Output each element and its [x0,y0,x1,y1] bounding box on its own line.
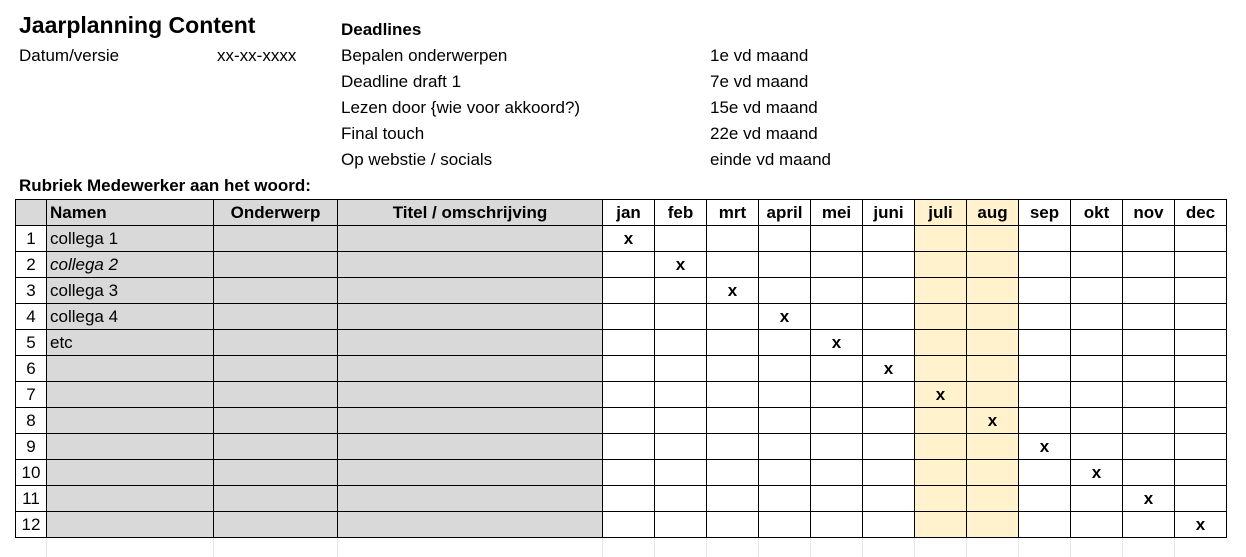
month-cell-feb[interactable] [655,304,707,330]
row-number[interactable]: 9 [16,434,47,460]
month-cell-april[interactable] [759,460,811,486]
row-number[interactable]: 6 [16,356,47,382]
deadline-date: 22e vd maand [710,124,818,143]
month-cell-april[interactable] [759,278,811,304]
month-cell-aug[interactable] [967,278,1019,304]
month-cell-okt[interactable]: x [1071,460,1123,486]
table-row [16,512,1227,538]
month-cell-mrt[interactable] [707,252,759,278]
name-cell[interactable]: collega 2 [47,252,214,278]
date-version-value[interactable]: xx-xx-xxxx [217,46,297,65]
month-cell-aug[interactable] [967,226,1019,252]
month-cell-nov[interactable] [1123,278,1175,304]
month-cell-juli[interactable] [915,330,967,356]
month-cell-mrt[interactable]: x [707,278,759,304]
month-cell-juni[interactable] [863,278,915,304]
month-cell-juli[interactable] [915,226,967,252]
name-cell[interactable] [47,512,214,538]
month-cell-dec[interactable] [1175,356,1227,382]
deadline-task: Bepalen onderwerpen [341,46,508,65]
month-cell-dec[interactable] [1175,330,1227,356]
titel-cell[interactable] [338,408,603,434]
month-cell-april[interactable] [759,356,811,382]
month-cell-jan[interactable] [603,408,655,434]
name-cell[interactable] [47,434,214,460]
table-row [16,486,1227,512]
month-cell-feb[interactable]: x [655,252,707,278]
month-cell-sep[interactable] [1019,512,1071,538]
month-cell-aug[interactable] [967,304,1019,330]
month-cell-juli[interactable] [915,252,967,278]
month-cell-mei[interactable] [811,382,863,408]
month-cell-dec[interactable] [1175,486,1227,512]
month-cell-jan[interactable] [603,252,655,278]
row-number[interactable]: 4 [16,304,47,330]
month-cell-nov[interactable] [1123,434,1175,460]
header-month-feb[interactable]: feb [655,200,707,226]
month-cell-jan[interactable] [603,434,655,460]
row-number[interactable]: 1 [16,226,47,252]
titel-cell[interactable] [338,356,603,382]
gridline [213,538,214,557]
titel-cell[interactable] [338,460,603,486]
month-cell-juli[interactable] [915,304,967,330]
gridline [966,538,967,557]
month-cell-sep[interactable] [1019,356,1071,382]
month-cell-juli[interactable] [915,460,967,486]
row-number[interactable]: 11 [16,486,47,512]
month-cell-juni[interactable] [863,460,915,486]
month-cell-aug[interactable] [967,330,1019,356]
deadline-task: Op webstie / socials [341,150,493,169]
month-cell-nov[interactable] [1123,460,1175,486]
header-month-mei[interactable]: mei [811,200,863,226]
month-cell-dec[interactable] [1175,382,1227,408]
header-titel[interactable]: Titel / omschrijving [338,200,603,226]
month-cell-juni[interactable] [863,330,915,356]
month-cell-sep[interactable]: x [1019,434,1071,460]
month-cell-april[interactable] [759,512,811,538]
titel-cell[interactable] [338,304,603,330]
row-number[interactable]: 8 [16,408,47,434]
month-cell-mrt[interactable] [707,356,759,382]
month-cell-juli[interactable] [915,512,967,538]
name-cell[interactable]: collega 4 [47,304,214,330]
onderwerp-cell[interactable] [214,434,338,460]
deadline-task: Lezen door {wie voor akkoord?) [341,98,581,117]
month-cell-sep[interactable] [1019,408,1071,434]
header-namen[interactable]: Namen [47,200,214,226]
month-cell-jan[interactable] [603,512,655,538]
name-cell[interactable] [47,460,214,486]
gridline [337,538,338,557]
month-cell-dec[interactable] [1175,252,1227,278]
month-cell-juli[interactable]: x [915,382,967,408]
month-cell-sep[interactable] [1019,460,1071,486]
month-cell-april[interactable]: x [759,304,811,330]
month-cell-mrt[interactable] [707,330,759,356]
header-month-juli[interactable]: juli [915,200,967,226]
month-cell-nov[interactable] [1123,304,1175,330]
name-cell[interactable] [47,356,214,382]
gridline [1070,538,1071,557]
header-month-aug[interactable]: aug [967,200,1019,226]
onderwerp-cell[interactable] [214,382,338,408]
month-cell-nov[interactable] [1123,330,1175,356]
month-cell-april[interactable] [759,486,811,512]
titel-cell[interactable] [338,486,603,512]
titel-cell[interactable] [338,252,603,278]
month-cell-juni[interactable] [863,252,915,278]
name-cell[interactable]: etc [47,330,214,356]
month-cell-mrt[interactable] [707,408,759,434]
month-cell-aug[interactable] [967,382,1019,408]
month-cell-aug[interactable] [967,486,1019,512]
month-cell-juli[interactable] [915,356,967,382]
month-cell-jan[interactable] [603,278,655,304]
deadlines-title: Deadlines [341,20,422,39]
header-month-okt[interactable]: okt [1071,200,1123,226]
titel-cell[interactable] [338,512,603,538]
table-row [16,460,1227,486]
onderwerp-cell[interactable] [214,512,338,538]
month-cell-nov[interactable]: x [1123,486,1175,512]
month-cell-jan[interactable] [603,330,655,356]
month-cell-okt[interactable] [1071,408,1123,434]
table-header-row [16,200,1227,226]
month-cell-mrt[interactable] [707,512,759,538]
page-title: Jaarplanning Content [19,12,256,38]
planning-table [15,199,1227,538]
header-month-juni[interactable]: juni [863,200,915,226]
header-num-cell[interactable] [16,200,47,226]
month-cell-nov[interactable] [1123,512,1175,538]
month-cell-nov[interactable] [1123,252,1175,278]
month-cell-juni[interactable] [863,486,915,512]
month-cell-jan[interactable]: x [603,226,655,252]
row-number[interactable]: 3 [16,278,47,304]
month-cell-april[interactable] [759,382,811,408]
header-month-april[interactable]: april [759,200,811,226]
month-cell-feb[interactable] [655,330,707,356]
month-cell-sep[interactable] [1019,382,1071,408]
month-cell-dec[interactable] [1175,278,1227,304]
header-month-mrt[interactable]: mrt [707,200,759,226]
titel-cell[interactable] [338,226,603,252]
row-number[interactable]: 2 [16,252,47,278]
month-cell-juni[interactable] [863,382,915,408]
deadline-date: 15e vd maand [710,98,818,117]
table-row [16,304,1227,330]
gridline [862,538,863,557]
month-cell-april[interactable] [759,408,811,434]
month-cell-juni[interactable] [863,304,915,330]
month-cell-aug[interactable]: x [967,408,1019,434]
month-cell-aug[interactable] [967,512,1019,538]
month-cell-mrt[interactable] [707,486,759,512]
month-cell-sep[interactable] [1019,486,1071,512]
month-cell-sep[interactable] [1019,278,1071,304]
month-cell-feb[interactable] [655,434,707,460]
month-cell-nov[interactable] [1123,382,1175,408]
month-cell-okt[interactable] [1071,226,1123,252]
gridline [810,538,811,557]
month-cell-juni[interactable] [863,226,915,252]
month-cell-okt[interactable] [1071,512,1123,538]
month-cell-dec[interactable] [1175,434,1227,460]
header-onderwerp[interactable]: Onderwerp [214,200,338,226]
table-row [16,330,1227,356]
month-cell-mei[interactable] [811,512,863,538]
month-cell-dec[interactable] [1175,304,1227,330]
month-cell-jan[interactable] [603,356,655,382]
month-cell-feb[interactable] [655,226,707,252]
name-cell[interactable] [47,408,214,434]
month-cell-feb[interactable] [655,486,707,512]
month-cell-mrt[interactable] [707,434,759,460]
month-cell-mrt[interactable] [707,226,759,252]
onderwerp-cell[interactable] [214,226,338,252]
month-cell-feb[interactable] [655,408,707,434]
month-cell-mei[interactable] [811,486,863,512]
month-cell-okt[interactable] [1071,382,1123,408]
onderwerp-cell[interactable] [214,304,338,330]
gridline [1174,538,1175,557]
month-cell-nov[interactable] [1123,408,1175,434]
month-cell-aug[interactable] [967,252,1019,278]
gridline [1122,538,1123,557]
month-cell-mei[interactable] [811,434,863,460]
month-cell-okt[interactable] [1071,434,1123,460]
month-cell-aug[interactable] [967,356,1019,382]
month-cell-juli[interactable] [915,434,967,460]
month-cell-sep[interactable] [1019,330,1071,356]
row-number[interactable]: 12 [16,512,47,538]
month-cell-nov[interactable] [1123,356,1175,382]
table-row [16,278,1227,304]
month-cell-mei[interactable] [811,356,863,382]
month-cell-sep[interactable] [1019,226,1071,252]
name-cell[interactable] [47,486,214,512]
table-row [16,356,1227,382]
month-cell-dec[interactable] [1175,226,1227,252]
month-cell-mei[interactable] [811,408,863,434]
header-month-jan[interactable]: jan [603,200,655,226]
onderwerp-cell[interactable] [214,356,338,382]
month-cell-jan[interactable] [603,460,655,486]
month-cell-feb[interactable] [655,512,707,538]
row-number[interactable]: 10 [16,460,47,486]
month-cell-mei[interactable] [811,304,863,330]
month-cell-feb[interactable] [655,460,707,486]
deadline-date: 7e vd maand [710,72,809,91]
table-row [16,226,1227,252]
month-cell-feb[interactable] [655,382,707,408]
gridline [1018,538,1019,557]
month-cell-juni[interactable] [863,434,915,460]
month-cell-feb[interactable] [655,356,707,382]
onderwerp-cell[interactable] [214,460,338,486]
month-cell-feb[interactable] [655,278,707,304]
header-month-sep[interactable]: sep [1019,200,1071,226]
table-row [16,408,1227,434]
month-cell-okt[interactable] [1071,304,1123,330]
onderwerp-cell[interactable] [214,408,338,434]
month-cell-dec[interactable]: x [1175,512,1227,538]
month-cell-juni[interactable] [863,408,915,434]
month-cell-mrt[interactable] [707,460,759,486]
month-cell-juni[interactable]: x [863,356,915,382]
month-cell-aug[interactable] [967,460,1019,486]
titel-cell[interactable] [338,330,603,356]
month-cell-jan[interactable] [603,304,655,330]
rubriek-title: Rubriek Medewerker aan het woord: [19,176,311,195]
onderwerp-cell[interactable] [214,252,338,278]
gridline [706,538,707,557]
month-cell-april[interactable] [759,330,811,356]
month-cell-sep[interactable] [1019,252,1071,278]
month-cell-dec[interactable] [1175,408,1227,434]
table-row [16,382,1227,408]
onderwerp-cell[interactable] [214,330,338,356]
month-cell-mrt[interactable] [707,382,759,408]
date-version-label: Datum/versie [19,46,120,65]
gridline [914,538,915,557]
onderwerp-cell[interactable] [214,486,338,512]
name-cell[interactable]: collega 3 [47,278,214,304]
month-cell-sep[interactable] [1019,304,1071,330]
row-number[interactable]: 7 [16,382,47,408]
month-cell-juli[interactable] [915,408,967,434]
month-cell-jan[interactable] [603,486,655,512]
header-month-dec[interactable]: dec [1175,200,1227,226]
gridline [602,538,603,557]
month-cell-april[interactable] [759,252,811,278]
month-cell-april[interactable] [759,226,811,252]
month-cell-mei[interactable] [811,252,863,278]
deadline-date: 1e vd maand [710,46,809,65]
titel-cell[interactable] [338,278,603,304]
month-cell-mei[interactable] [811,278,863,304]
row-number[interactable]: 5 [16,330,47,356]
month-cell-okt[interactable] [1071,278,1123,304]
month-cell-jan[interactable] [603,382,655,408]
gridline [46,538,47,557]
month-cell-mei[interactable] [811,460,863,486]
month-cell-okt[interactable] [1071,330,1123,356]
table-row [16,252,1227,278]
month-cell-okt[interactable] [1071,356,1123,382]
month-cell-juni[interactable] [863,512,915,538]
month-cell-aug[interactable] [967,434,1019,460]
month-cell-okt[interactable] [1071,252,1123,278]
month-cell-nov[interactable] [1123,226,1175,252]
titel-cell[interactable] [338,382,603,408]
deadline-task: Deadline draft 1 [341,72,462,91]
titel-cell[interactable] [338,434,603,460]
gridline [758,538,759,557]
deadline-date: einde vd maand [710,150,831,169]
table-row [16,434,1227,460]
month-cell-mei[interactable]: x [811,330,863,356]
header-month-nov[interactable]: nov [1123,200,1175,226]
month-cell-juli[interactable] [915,486,967,512]
month-cell-okt[interactable] [1071,486,1123,512]
deadline-task: Final touch [341,124,425,143]
name-cell[interactable]: collega 1 [47,226,214,252]
month-cell-april[interactable] [759,434,811,460]
month-cell-mei[interactable] [811,226,863,252]
month-cell-juli[interactable] [915,278,967,304]
month-cell-mrt[interactable] [707,304,759,330]
month-cell-dec[interactable] [1175,460,1227,486]
name-cell[interactable] [47,382,214,408]
onderwerp-cell[interactable] [214,278,338,304]
gridline [654,538,655,557]
